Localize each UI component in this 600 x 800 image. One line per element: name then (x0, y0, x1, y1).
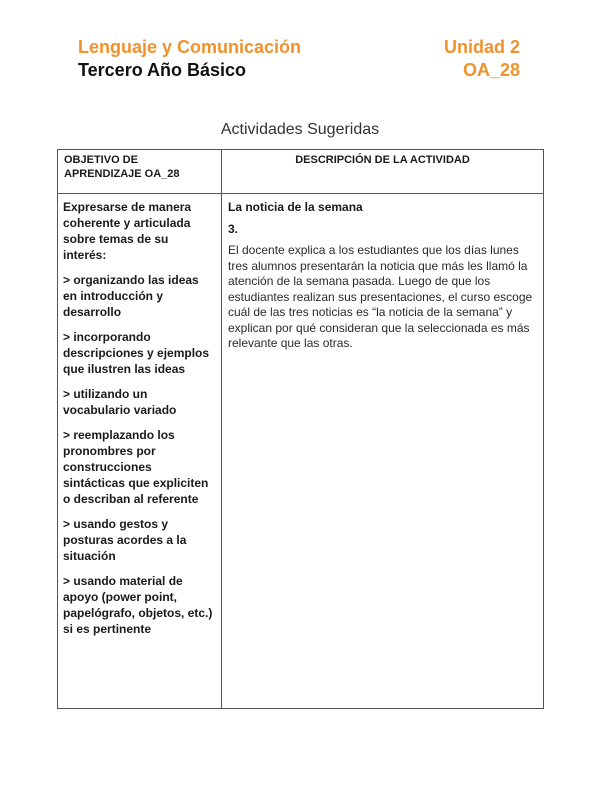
description-header: DESCRIPCIÓN DE LA ACTIVIDAD (222, 150, 544, 194)
objective-intro: Expresarse de manera coherente y articulada sobre temas de su interés: (63, 200, 192, 262)
activities-table (57, 149, 544, 709)
table-header-row (58, 150, 544, 194)
objective-item: > incorporando descripciones y ejemplos que ilustren las ideas (63, 330, 210, 376)
objective-code: OA_28 (462, 60, 520, 80)
subject-title: Lenguaje y Comunicación (78, 37, 302, 57)
document-header (78, 36, 520, 86)
objective-cell (58, 194, 222, 709)
activity-title: La noticia de la semana (228, 200, 363, 214)
objective-item: > organizando las ideas en introducción y desarrollo (63, 273, 199, 319)
activity-cell (222, 194, 544, 709)
section-title: Actividades Sugeridas (220, 121, 380, 138)
activity-description: El docente explica a los estudiantes que los días lunes tres alumnos presentarán la noticia que más les llamó la atención de la semana pasada. Luego de que los estudiantes realizan sus presentaciones, el curso escoge cuál de las tres noticias es “la noticia de la semana” y explican por qué consideran que la seleccionada es más relevante que las otras. (228, 243, 533, 350)
objective-header: OBJETIVO DE APRENDIZAJE OA_28 (58, 150, 222, 194)
activity-number: 3. (228, 222, 239, 236)
objective-item: > usando material de apoyo (power point, papelógrafo, objetos, etc.) si es pertinente (63, 574, 213, 636)
objective-item: > usando gestos y posturas acordes a la situación (63, 517, 187, 563)
objective-item: > reemplazando los pronombres por construcciones sintácticas que expliciten o describan al referente (63, 428, 209, 506)
grade-label: Tercero Año Básico (78, 60, 247, 80)
objective-item: > utilizando un vocabulario variado (63, 387, 177, 417)
table-row (58, 194, 544, 709)
unit-label: Unidad 2 (443, 37, 520, 57)
